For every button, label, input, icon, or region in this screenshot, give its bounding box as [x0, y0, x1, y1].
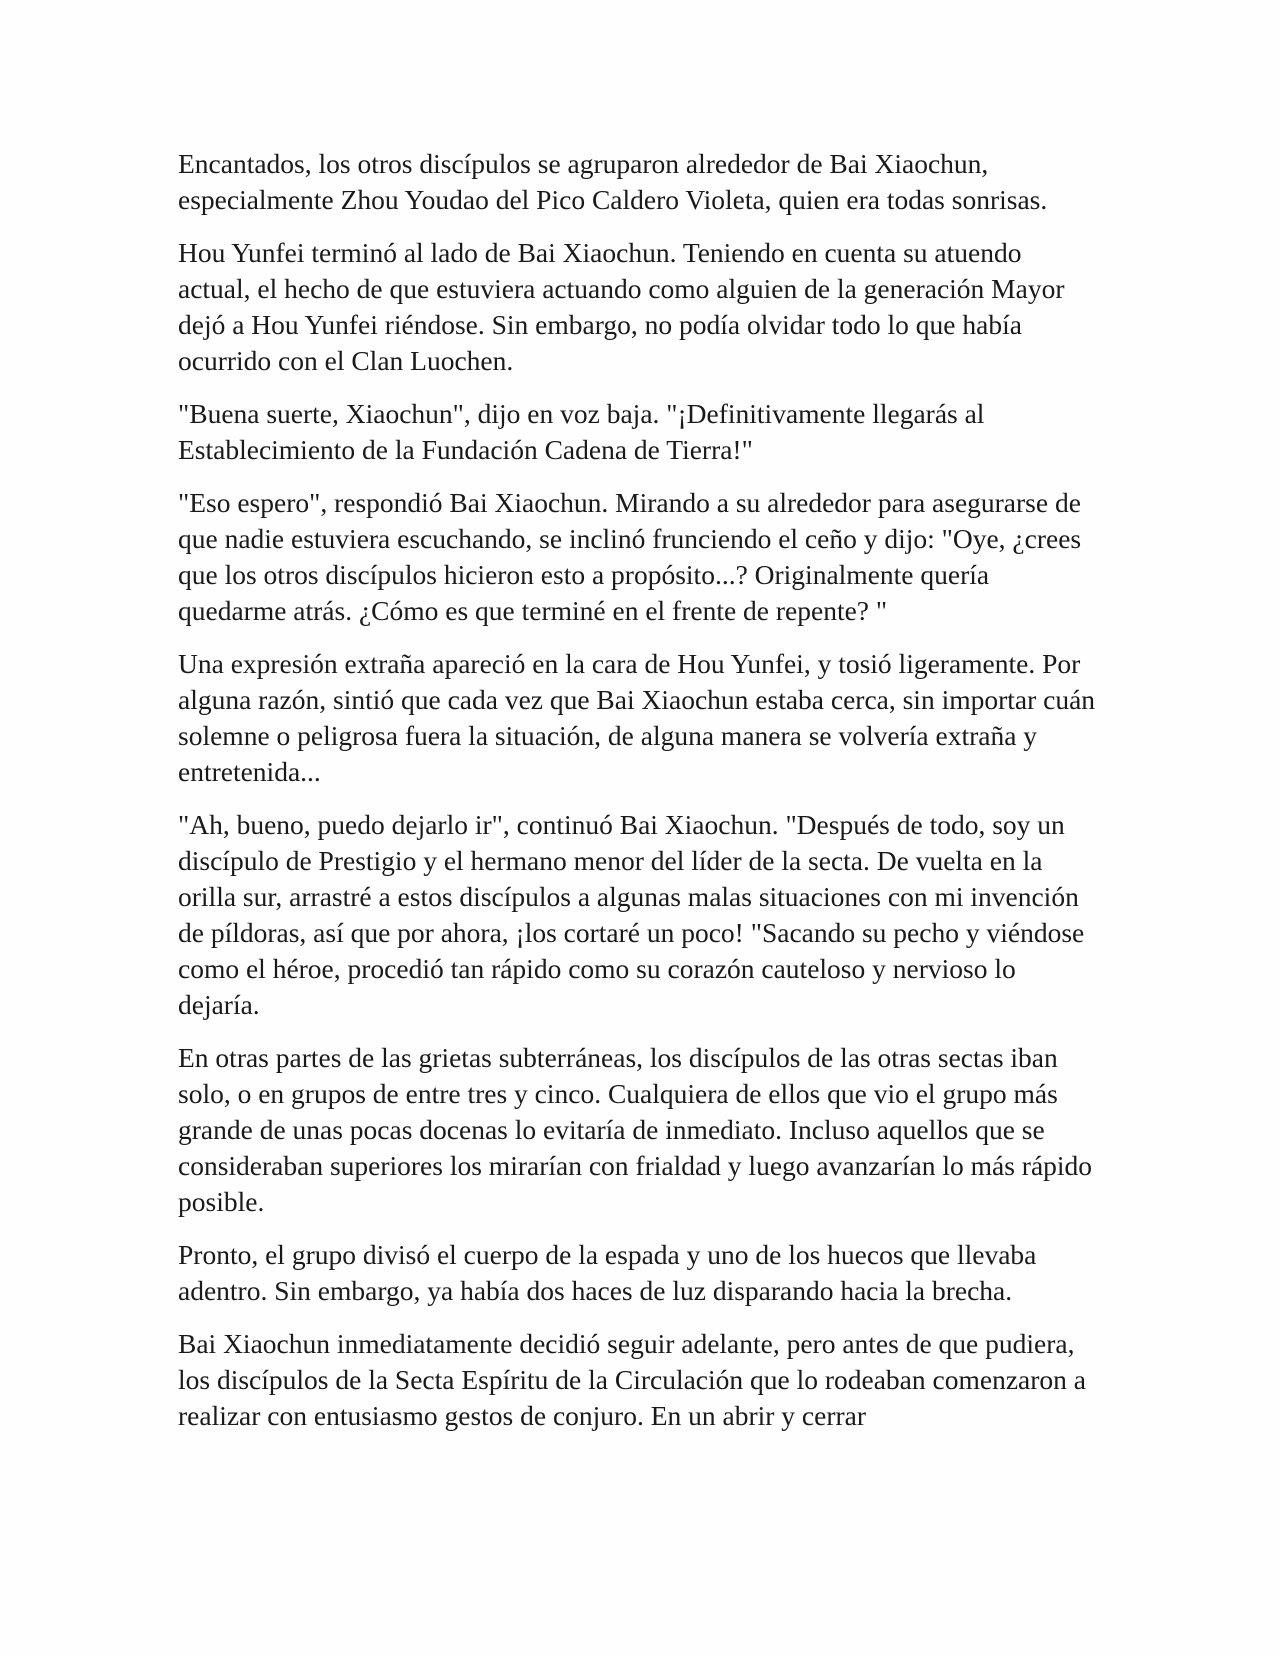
paragraph: Encantados, los otros discípulos se agruparon alrededor de Bai Xiaochun, especialmente Zhou Youdao del Pico Caldero Violeta, quien era todas sonrisas. — [178, 148, 1048, 215]
paragraph: En otras partes de las grietas subterráneas, los discípulos de las otras sectas iban solo, o en grupos de entre tres y cinco. Cualquiera de ellos que vio el grupo más grande de unas pocas docenas lo evitaría de inmediato. Incluso aquellos que se consideraban superiores los mirarían con frialdad y luego avanzarían lo más rápido posible. — [178, 1042, 1093, 1217]
document-body — [178, 146, 1098, 1451]
paragraph: "Eso espero", respondió Bai Xiaochun. Mirando a su alrededor para asegurarse de que nadie estuviera escuchando, se inclinó frunciendo el ceño y dijo: "Oye, ¿crees que los otros discípulos hicieron esto a propósito...? Originalmente quería quedarme atrás. ¿Cómo es que terminé en el frente de repente? " — [178, 487, 1082, 626]
paragraph: "Ah, bueno, puedo dejarlo ir", continuó Bai Xiaochun. "Después de todo, soy un discípulo de Prestigio y el hermano menor del líder de la secta. De vuelta en la orilla sur, arrastré a estos discípulos a algunas malas situaciones con mi invención de píldoras, así que por ahora, ¡los cortaré un poco! "Sacando su pecho y viéndose como el héroe, procedió tan rápido como su corazón cauteloso y nervioso lo dejaría. — [178, 809, 1085, 1020]
paragraph: Pronto, el grupo divisó el cuerpo de la espada y uno de los huecos que llevaba adentro. Sin embargo, ya había dos haces de luz disparando hacia la brecha. — [178, 1239, 1037, 1306]
paragraph: "Buena suerte, Xiaochun", dijo en voz baja. "¡Definitivamente llegarás al Establecimiento de la Fundación Cadena de Tierra!" — [178, 398, 985, 465]
paragraph: Hou Yunfei terminó al lado de Bai Xiaochun. Teniendo en cuenta su atuendo actual, el hecho de que estuviera actuando como alguien de la generación Mayor dejó a Hou Yunfei riéndose. Sin embargo, no podía olvidar todo lo que había ocurrido con el Clan Luochen. — [178, 237, 1065, 376]
paragraph: Una expresión extraña apareció en la cara de Hou Yunfei, y tosió ligeramente. Por alguna razón, sintió que cada vez que Bai Xiaochun estaba cerca, sin importar cuán solemne o peligrosa fuera la situación, de alguna manera se volvería extraña y entretenida... — [178, 648, 1096, 787]
paragraph: Bai Xiaochun inmediatamente decidió seguir adelante, pero antes de que pudiera, los discípulos de la Secta Espíritu de la Circulación que lo rodeaban comenzaron a realizar con entusiasmo gestos de conjuro. En un abrir y cerrar — [178, 1328, 1086, 1431]
